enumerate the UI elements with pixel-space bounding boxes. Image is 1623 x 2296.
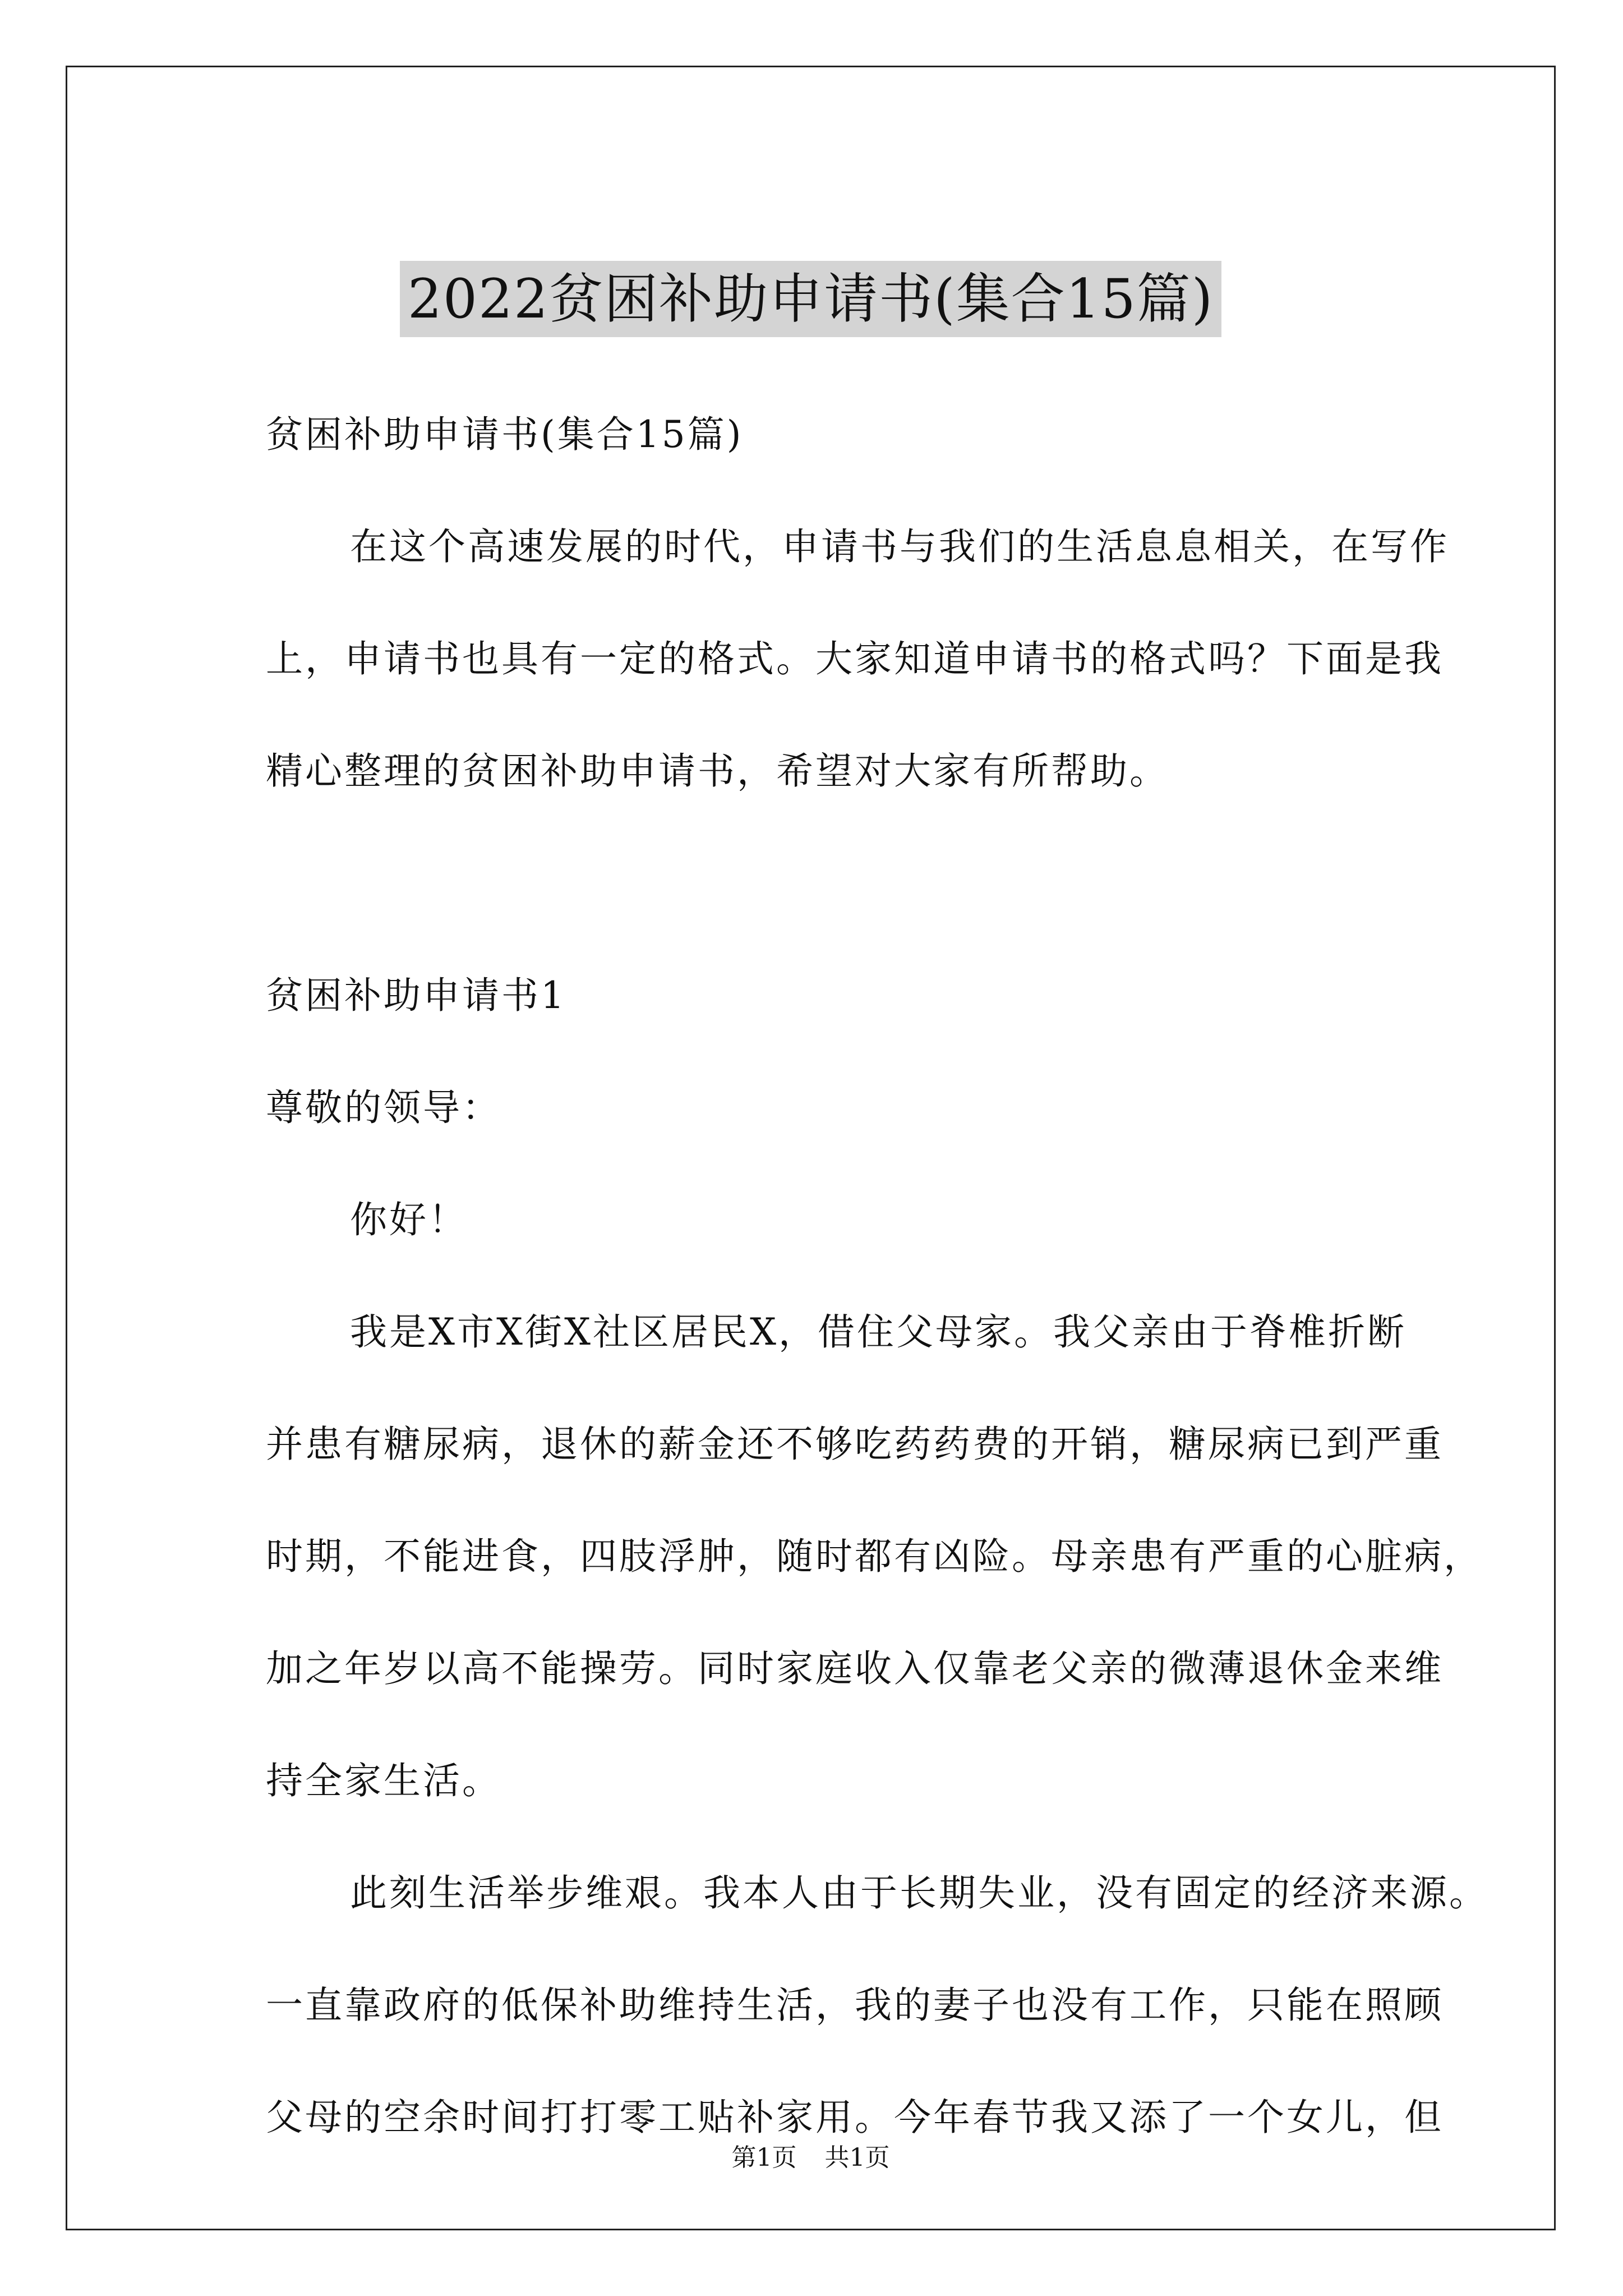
intro-line: 精心整理的贫困补助申请书，希望对大家有所帮助。	[266, 749, 1169, 793]
intro-line: 在这个高速发展的时代，申请书与我们的生活息息相关，在写作	[350, 525, 1449, 568]
document-body	[266, 379, 1500, 2174]
page-frame	[66, 66, 1556, 2230]
page-footer	[67, 2137, 1554, 2173]
paragraph-line: 我是X市X街X社区居民X，借住父母家。我父亲由于脊椎折断	[350, 1310, 1407, 1354]
paragraph-line: 加之年岁以高不能操劳。同时家庭收入仅靠老父亲的微薄退休金来维	[266, 1647, 1444, 1690]
paragraph-line: 持全家生活。	[266, 1759, 501, 1802]
page-number-current: 第1页	[731, 2143, 797, 2172]
subtitle: 贫困补助申请书(集合15篇)	[266, 413, 744, 456]
blank-line	[266, 827, 1500, 940]
document-title: 2022贫困补助申请书(集合15篇)	[400, 261, 1221, 337]
paragraph-line: 并患有糖尿病，退休的薪金还不够吃药药费的开销，糖尿病已到严重	[266, 1423, 1444, 1466]
greeting: 你好！	[350, 1198, 468, 1241]
paragraph-line: 此刻生活举步维艰。我本人由于长期失业，没有固定的经济来源。	[350, 1871, 1488, 1915]
section-heading: 贫困补助申请书1	[266, 974, 566, 1017]
paragraph-line: 一直靠政府的低保补助维持生活，我的妻子也没有工作，只能在照顾	[266, 1984, 1444, 2027]
title-container	[67, 261, 1554, 337]
paragraph-line: 父母的空余时间打打零工贴补家用。今年春节我又添了一个女儿，但	[266, 2096, 1444, 2139]
page-number-total: 共1页	[824, 2143, 890, 2172]
salutation: 尊敬的领导：	[266, 1086, 501, 1129]
intro-line: 上，申请书也具有一定的格式。大家知道申请书的格式吗？下面是我	[266, 637, 1444, 680]
paragraph-line: 时期，不能进食，四肢浮肿，随时都有凶险。母亲患有严重的心脏病，	[266, 1535, 1483, 1578]
